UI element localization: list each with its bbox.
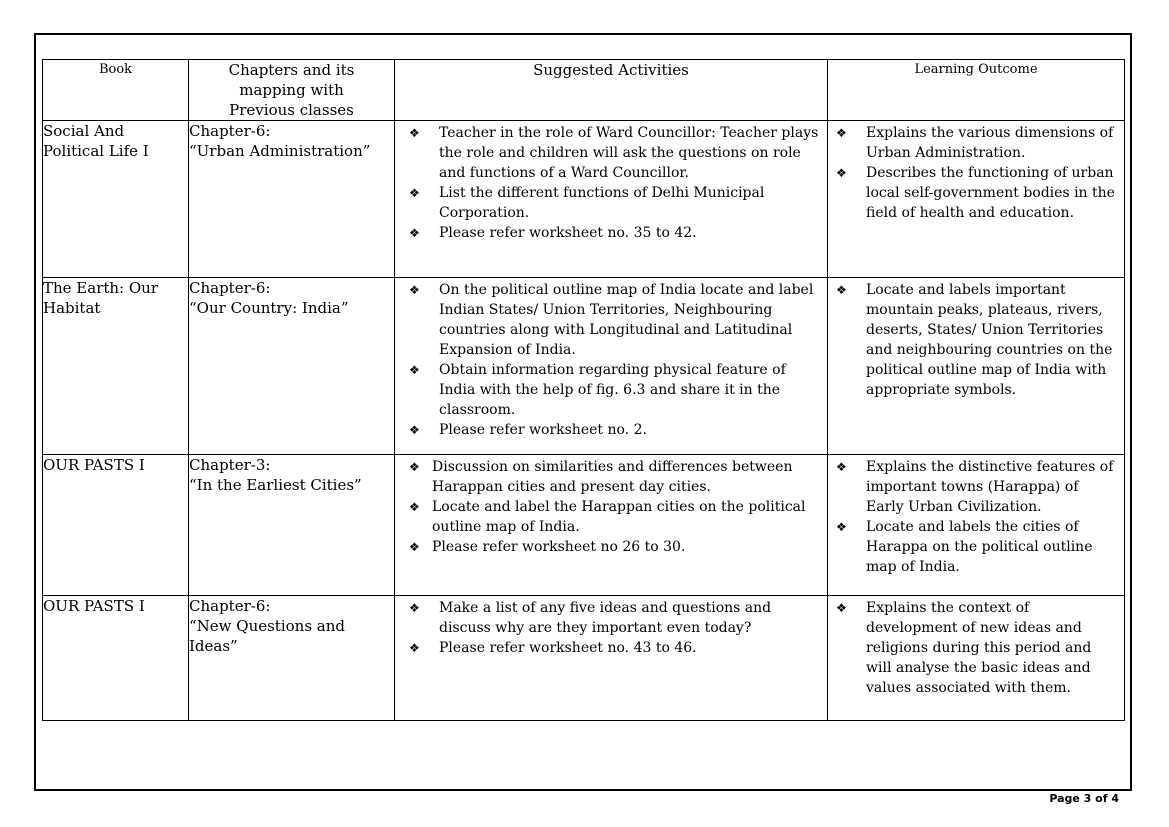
diamond-bullet-icon: ❖ bbox=[409, 500, 420, 514]
list-item bbox=[395, 223, 821, 243]
list-item bbox=[395, 280, 821, 360]
header-activities: Suggested Activities bbox=[395, 60, 828, 121]
diamond-bullet-icon: ❖ bbox=[836, 166, 847, 180]
table-row bbox=[43, 596, 1125, 721]
outcome-text: Explains the various dimensions of Urban Administration. bbox=[866, 125, 1114, 161]
activity-text: Please refer worksheet no. 35 to 42. bbox=[439, 225, 697, 241]
activity-text: Please refer worksheet no. 2. bbox=[439, 422, 647, 438]
diamond-bullet-icon: ❖ bbox=[409, 226, 420, 240]
curriculum-table bbox=[42, 59, 1125, 721]
list-item bbox=[395, 638, 821, 658]
list-item bbox=[395, 420, 821, 440]
header-chapters bbox=[189, 60, 395, 121]
activities-cell bbox=[395, 455, 828, 596]
chapter-number: Chapter-6: bbox=[189, 597, 271, 615]
activity-text: Please refer worksheet no. 43 to 46. bbox=[439, 640, 697, 656]
list-item bbox=[395, 183, 821, 223]
chapter-number: Chapter-3: bbox=[189, 456, 271, 474]
activity-text: Discussion on similarities and differences between Harappan cities and present day cities. bbox=[432, 459, 793, 495]
outcome-text: Locate and labels important mountain peaks, plateaus, rivers, deserts, States/ Union Territories and neighbouring countries on the political outline map of India with appropriate symbols. bbox=[866, 282, 1113, 398]
activity-text: Teacher in the role of Ward Councillor: Teacher plays the role and children will ask the questions on role and functions of a Ward Councillor. bbox=[439, 125, 819, 181]
activities-cell bbox=[395, 278, 828, 455]
chapter-number: Chapter-6: bbox=[189, 279, 271, 297]
list-item bbox=[395, 123, 821, 183]
diamond-bullet-icon: ❖ bbox=[409, 460, 420, 474]
activity-text: On the political outline map of India locate and label Indian States/ Union Territories, Neighbouring countries along with Longitudinal and Latitudinal Expansion of India. bbox=[439, 282, 814, 358]
table-row bbox=[43, 121, 1125, 278]
book-cell: OUR PASTS I bbox=[43, 596, 189, 721]
chapter-cell bbox=[189, 596, 395, 721]
chapter-title: “In the Earliest Cities” bbox=[189, 476, 362, 494]
diamond-bullet-icon: ❖ bbox=[409, 283, 420, 297]
diamond-bullet-icon: ❖ bbox=[409, 423, 420, 437]
outcome-text: Locate and labels the cities of Harappa on the political outline map of India. bbox=[866, 519, 1093, 575]
chapter-title: “New Questions and Ideas” bbox=[189, 617, 345, 655]
list-item bbox=[395, 360, 821, 420]
header-book: Book bbox=[43, 60, 189, 121]
list-item bbox=[395, 598, 821, 638]
list-item bbox=[828, 598, 1118, 698]
diamond-bullet-icon: ❖ bbox=[836, 520, 847, 534]
chapter-title: “Urban Administration” bbox=[189, 142, 371, 160]
list-item bbox=[395, 537, 821, 557]
outcome-cell bbox=[828, 121, 1125, 278]
outcome-text: Explains the distinctive features of important towns (Harappa) of Early Urban Civilization. bbox=[866, 459, 1114, 515]
activity-text: Please refer worksheet no 26 to 30. bbox=[432, 539, 686, 555]
diamond-bullet-icon: ❖ bbox=[836, 601, 847, 615]
book-cell: OUR PASTS I bbox=[43, 455, 189, 596]
header-outcome: Learning Outcome bbox=[828, 60, 1125, 121]
diamond-bullet-icon: ❖ bbox=[836, 460, 847, 474]
chapter-cell bbox=[189, 121, 395, 278]
table-row bbox=[43, 455, 1125, 596]
diamond-bullet-icon: ❖ bbox=[409, 641, 420, 655]
page-number: Page 3 of 4 bbox=[1049, 792, 1119, 805]
header-chapters-text: Chapters and its mapping with Previous classes bbox=[228, 61, 355, 119]
list-item bbox=[395, 497, 821, 537]
diamond-bullet-icon: ❖ bbox=[836, 126, 847, 140]
diamond-bullet-icon: ❖ bbox=[409, 126, 420, 140]
list-item bbox=[828, 280, 1118, 400]
activities-cell bbox=[395, 596, 828, 721]
outcome-cell bbox=[828, 596, 1125, 721]
diamond-bullet-icon: ❖ bbox=[409, 540, 420, 554]
chapter-cell bbox=[189, 455, 395, 596]
outcome-cell bbox=[828, 455, 1125, 596]
chapter-cell bbox=[189, 278, 395, 455]
table-row bbox=[43, 278, 1125, 455]
book-cell: The Earth: Our Habitat bbox=[43, 278, 189, 455]
activity-text: List the different functions of Delhi Municipal Corporation. bbox=[439, 185, 765, 221]
outcome-text: Describes the functioning of urban local self-government bodies in the field of health and education. bbox=[866, 165, 1115, 221]
outcome-text: Explains the context of development of new ideas and religions during this period and will analyse the basic ideas and values associated with them. bbox=[866, 600, 1092, 696]
activities-cell bbox=[395, 121, 828, 278]
outcome-cell bbox=[828, 278, 1125, 455]
activity-text: Make a list of any five ideas and questions and discuss why are they important even today? bbox=[439, 600, 772, 636]
activity-text: Locate and label the Harappan cities on the political outline map of India. bbox=[432, 499, 806, 535]
list-item bbox=[828, 517, 1118, 577]
list-item bbox=[828, 163, 1118, 223]
chapter-number: Chapter-6: bbox=[189, 122, 271, 140]
book-cell: Social And Political Life I bbox=[43, 121, 189, 278]
diamond-bullet-icon: ❖ bbox=[409, 601, 420, 615]
list-item bbox=[395, 457, 821, 497]
activity-text: Obtain information regarding physical feature of India with the help of fig. 6.3 and share it in the classroom. bbox=[439, 362, 786, 418]
diamond-bullet-icon: ❖ bbox=[409, 363, 420, 377]
diamond-bullet-icon: ❖ bbox=[836, 283, 847, 297]
list-item bbox=[828, 123, 1118, 163]
diamond-bullet-icon: ❖ bbox=[409, 186, 420, 200]
list-item bbox=[828, 457, 1118, 517]
chapter-title: “Our Country: India” bbox=[189, 299, 349, 317]
